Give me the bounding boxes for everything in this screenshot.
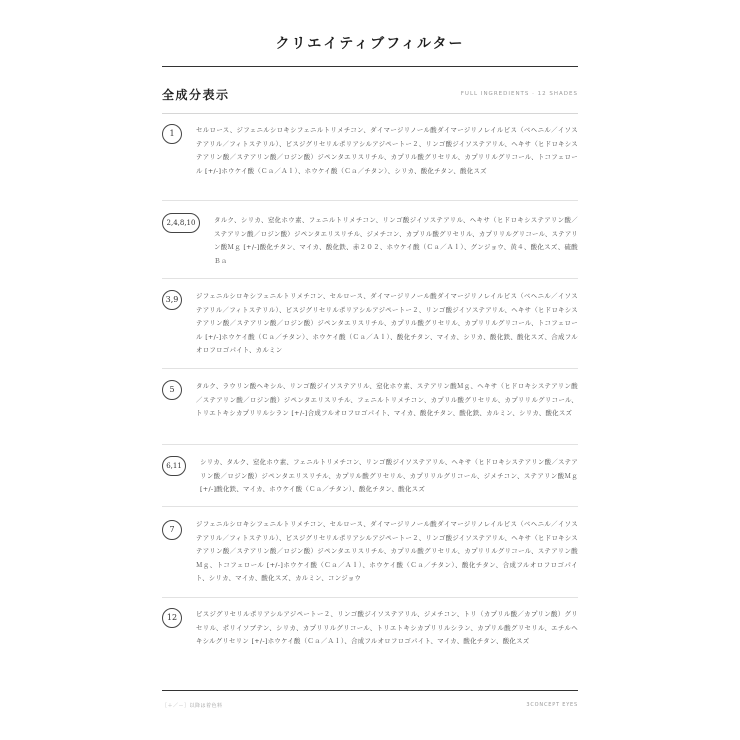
ingredient-row: [162, 608, 578, 664]
row-divider: [162, 506, 578, 507]
header-divider: [162, 113, 578, 114]
row-divider: [162, 444, 578, 445]
ingredient-text: ジフェニルシロキシフェニルトリメチコン、セルロース、ダイマージリノール酸ダイマージリノレイルビス（ベヘニル／イソステアリル／フィトステリル）、ビスジグリセリルポリアシルアジペートー２、リンゴ酸ジイソステアリル、ヘキサ（ヒドロキシステアリン酸／ステアリン酸／ロジン酸）ジペンタエリスリチル、カプリル酸グリセリル、カプリリルグリコール、ステアリン酸Ｍｇ、トコフェロール [+/-]ホウケイ酸（Ｃａ／Ａｌ）、ホウケイ酸（Ｃａ／チタン）、酸化チタン、合成フルオロフロゴパイト、シリカ、マイカ、酸化スズ、カルミン、コンジョウ: [196, 520, 578, 583]
footer-note: ［＋／－］以降は着色料: [162, 703, 223, 709]
shade-badge: 7: [162, 520, 182, 540]
ingredient-text: ビスジグリセリルポリアシルアジペートー２、リンゴ酸ジイソステアリル、ジメチコン、トリ（カプリル酸／カプリン酸）グリセリル、ポリイソブテン、シリカ、カプリリルグリコール、トリエトキシカプリリルシラン、カプリル酸グリセリル、エチルヘキシルグリセリン [+/-]ホウケイ酸（Ｃａ／Ａｌ）、合成フルオロフロゴパイト、マイカ、酸化チタン、酸化スズ: [196, 610, 578, 646]
ingredient-row: [162, 210, 578, 270]
ingredient-text: セルロース、ジフェニルシロキシフェニルトリメチコン、ダイマージリノール酸ダイマージリノレイルビス（ベヘニル／イソステアリル／フィトステリル）、ビスジグリセリルポリアシルアジペートー２、リンゴ酸ジイソステアリル、ヘキサ（ヒドロキシステアリン酸／ステアリン酸／ロジン酸）ジペンタエリスリチル、カプリル酸グリセリル、カプリリルグリコール、トコフェロール [+/-]ホウケイ酸（Ｃａ／Ａｌ）、ホウケイ酸（Ｃａ／チタン）、シリカ、酸化チタン、酸化スズ: [196, 126, 578, 175]
ingredient-row: [162, 518, 578, 588]
row-divider: [162, 278, 578, 279]
row-divider: [162, 368, 578, 369]
shade-badge: 6,11: [162, 456, 186, 476]
row-divider: [162, 597, 578, 598]
shade-badge: 3,9: [162, 290, 182, 310]
section-subtitle: FULL INGREDIENTS · 12 SHADES: [460, 91, 578, 97]
shade-badge: 5: [162, 380, 182, 400]
ingredient-text: タルク、ラウリン酸ヘキシル、リンゴ酸ジイソステアリル、窒化ホウ素、ステアリン酸Ｍｇ、ヘキサ（ヒドロキシステアリン酸／ステアリン酸／ロジン酸）ジペンタエリスリチル、フェニルトリメチコン、カプリル酸グリセリル、カプリリルグリコール、トリエトキシカプリリルシラン [+/-]合成フルオロフロゴパイト、マイカ、酸化チタン、酸化鉄、カルミン、シリカ、酸化スズ: [196, 382, 578, 418]
ingredient-text: ジフェニルシロキシフェニルトリメチコン、セルロース、ダイマージリノール酸ダイマージリノレイルビス（ベヘニル／イソステアリル／フィトステリル）、ビスジグリセリルポリアシルアジペートー２、リンゴ酸ジイソステアリル、ヘキサ（ヒドロキシステアリン酸／ステアリン酸／ロジン酸）ジペンタエリスリチル、カプリル酸グリセリル、カプリリルグリコール、トコフェロール [+/-]ホウケイ酸（Ｃａ／チタン）、ホウケイ酸（Ｃａ／Ａｌ）、酸化チタン、マイカ、シリカ、酸化鉄、酸化スズ、合成フルオロフロゴパイト、カルミン: [196, 292, 578, 355]
shade-badge: 1: [162, 124, 182, 144]
page-title: クリエイティブフィルター: [275, 36, 465, 52]
ingredient-row: [162, 456, 578, 498]
shade-badge: 12: [162, 608, 182, 628]
ingredient-row: [162, 380, 578, 436]
footer-divider: [162, 690, 578, 691]
ingredient-row: [162, 290, 578, 360]
title-divider: [162, 66, 578, 67]
ingredient-row: [162, 124, 578, 194]
section-header: [162, 86, 578, 104]
shade-badge: 2,4,8,10: [162, 213, 200, 233]
row-divider: [162, 200, 578, 201]
footer-brand: 3CONCEPT EYES: [526, 702, 578, 708]
ingredient-text: シリカ、タルク、窒化ホウ素、フェニルトリメチコン、リンゴ酸ジイソステアリル、ヘキサ（ヒドロキシステアリン酸／ステアリン酸／ロジン酸）ジペンタエリスリチル、カプリル酸グリセリル、カプリリルグリコール、ジメチコン、ステアリン酸Ｍｇ [+/-]酸化鉄、マイカ、ホウケイ酸（Ｃａ／チタン）、酸化チタン、酸化スズ: [200, 458, 578, 494]
ingredient-text: タルク、シリカ、窒化ホウ素、フェニルトリメチコン、リンゴ酸ジイソステアリル、ヘキサ（ヒドロキシステアリン酸／ステアリン酸／ロジン酸）ジペンタエリスリチル、ジメチコン、カプリル酸グリセリル、カプリリルグリコール、ステアリン酸Ｍｇ [+/-]酸化チタン、マイカ、酸化鉄、赤２０２、ホウケイ酸（Ｃａ／Ａｌ）、グンジョウ、黄４、酸化スズ、硫酸Ｂａ: [214, 216, 578, 265]
section-title: 全成分表示: [162, 88, 230, 102]
